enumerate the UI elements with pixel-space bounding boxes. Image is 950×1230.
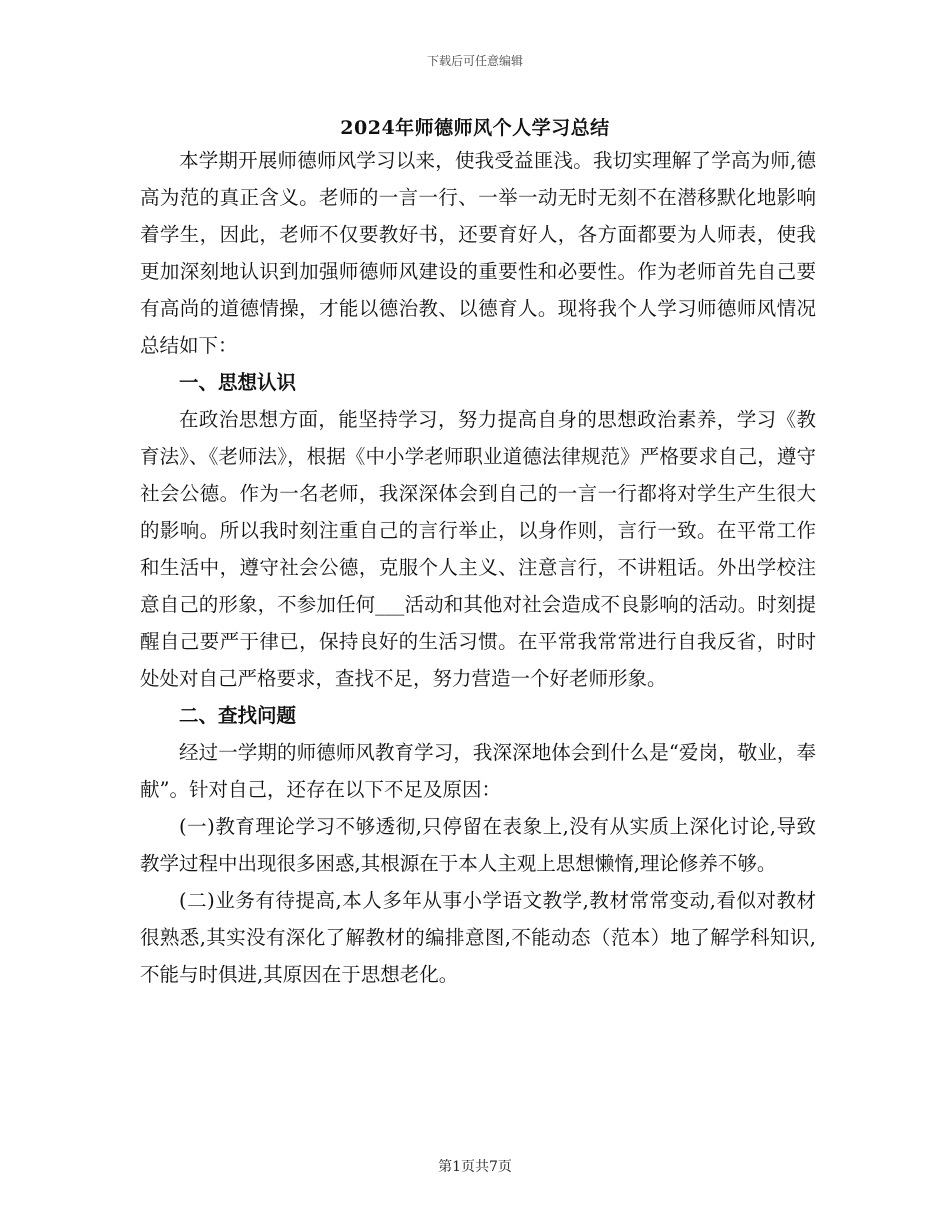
document-title: 2024年师德师风个人学习总结	[340, 117, 610, 139]
section-heading-1: 一、思想认识	[179, 371, 297, 394]
paragraph-intro: 本学期开展师德师风学习以来，使我受益匪浅。我切实理解了学高为师,德高为范的真正含义。老师的一言一行、一举一动无时无刻不在潜移默化地影响着学生，因此，老师不仅要教好书，还要育好人，各方面都要为人师表，使我更加深刻地认识到加强师德师风建设的重要性和必要性。作为老师首先自己要有高尚的道德情操，才能以德治教、以德育人。现将我个人学习师德师风情况总结如下：	[140, 149, 816, 357]
paragraph-3: (一)教育理论学习不够透彻,只停留在表象上,没有从实质上深化讨论,导致教学过程中出现很多困惑,其根源在于本人主观上思想懒惰,理论修养不够。	[140, 815, 816, 875]
paragraph-1: 在政治思想方面，能坚持学习，努力提高自身的思想政治素养，学习《教育法》、《老师法》，根据《中小学老师职业道德法律规范》严格要求自己，遵守社会公德。作为一名老师，我深深体会到自己的一言一行都将对学生产生很大的影响。所以我时刻注重自己的言行举止，以身作则，言行一致。在平常工作和生活中，遵守社会公德，克服个人主义、注意言行，不讲粗话。外出学校注意自己的形象，不参加任何___活动和其他对社会造成不良影响的活动。时刻提醒自己要严于律已，保持良好的生活习惯。在平常我常常进行自我反省，时时处处对自己严格要求，查找不足，努力营造一个好老师形象。	[140, 408, 816, 690]
header-note: 下载后可任意编辑	[426, 54, 523, 68]
document-body	[140, 142, 816, 993]
paragraph-2: 经过一学期的师德师风教育学习，我深深地体会到什么是“爱岗，敬业，奉献”。针对自己，还存在以下不足及原因：	[140, 741, 816, 801]
section-heading-2: 二、查找问题	[179, 704, 297, 727]
page-footer: 第1页共7页	[438, 1159, 512, 1175]
paragraph-4: (二)业务有待提高,本人多年从事小学语文教学,教材常常变动,看似对教材很熟悉,其实没有深化了解教材的编排意图,不能动态（范本）地了解学科知识,不能与时俱进,其原因在于思想老化。	[140, 889, 816, 986]
